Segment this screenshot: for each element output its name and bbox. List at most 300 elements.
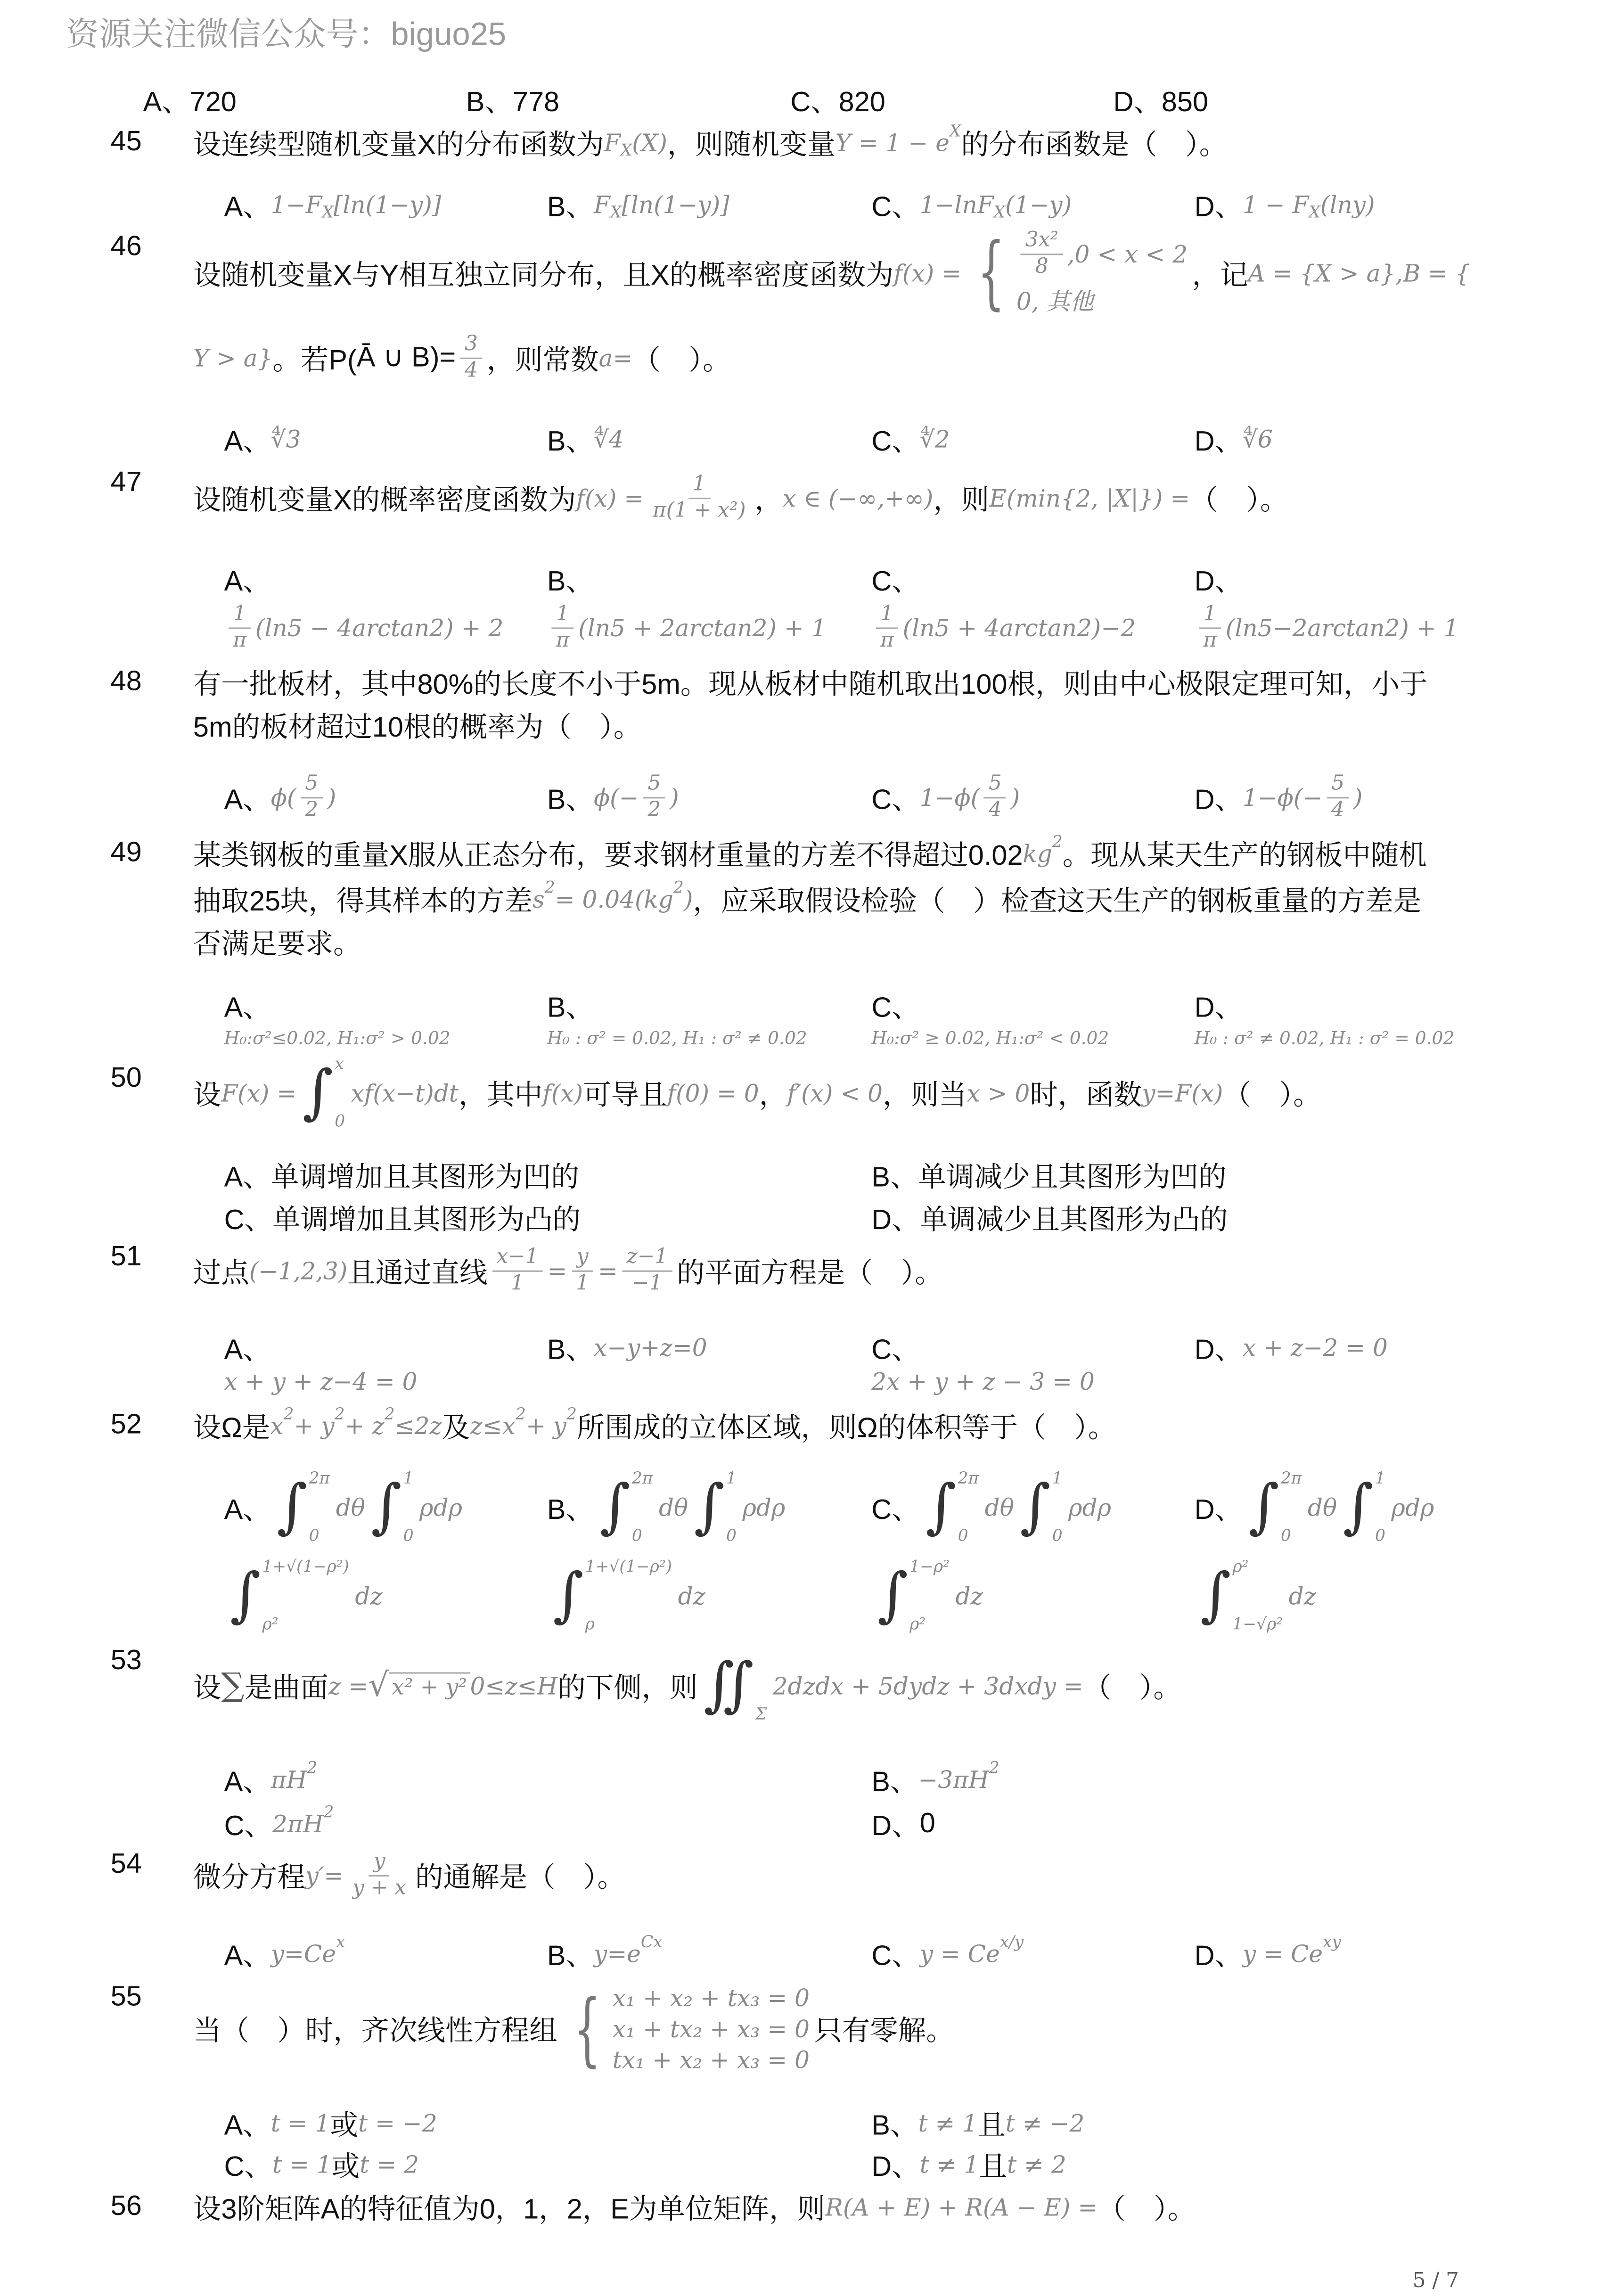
integral	[600, 1469, 653, 1546]
math-expression: πH	[270, 1766, 307, 1794]
question-text: 时，函数	[1030, 1080, 1142, 1111]
integral-limits	[755, 1647, 767, 1724]
option-label: C、	[224, 2152, 273, 2183]
integral-limits	[403, 1469, 414, 1546]
answer-option-formula	[224, 602, 504, 654]
math-expression: (ln5−2arctan2) + 1	[1225, 614, 1459, 642]
integral-upper-limit: x	[335, 1054, 344, 1074]
question-stem-line	[193, 1984, 954, 2074]
math-expression: 1−ϕ(	[919, 784, 980, 812]
question-text: 设	[193, 1080, 221, 1111]
answer-option	[871, 559, 919, 599]
answer-option-formula	[871, 1557, 983, 1634]
answer-option	[871, 185, 1072, 225]
math-expression: )	[683, 886, 693, 914]
integral-sign-icon: ∫	[371, 1473, 402, 1541]
option-label: A、	[224, 993, 271, 1025]
integral-sign-icon: ∫	[302, 1058, 334, 1127]
math-superscript: 2	[544, 878, 555, 898]
question-stem-line	[193, 1850, 625, 1902]
math-expression: ∜4	[594, 425, 624, 454]
math-expression: y=F(x)	[1142, 1078, 1223, 1107]
cases-row	[613, 1984, 810, 2012]
question-number: 54	[110, 1849, 142, 1880]
answer-option-formula	[871, 1028, 1109, 1049]
fraction-denominator: y + x	[352, 1876, 407, 1900]
integral-upper-limit: 1	[1375, 1468, 1385, 1488]
option-label: B、	[871, 1163, 918, 1194]
question-text: 设连续型随机变量X的分布函数为	[193, 130, 604, 162]
question-text: ，其中	[458, 1080, 543, 1111]
math-expression: y = Ce	[919, 1940, 1000, 1968]
integral-lower-limit: ρ²	[909, 1615, 926, 1634]
fraction	[643, 772, 665, 824]
question-text: 或	[330, 2111, 359, 2142]
answer-option	[871, 986, 919, 1025]
math-expression: 0, 其他	[1016, 287, 1094, 316]
option-label: A、	[224, 1941, 271, 1973]
option-label: D、	[871, 1812, 920, 1843]
math-expression: H₀:σ²≤0.02, H₁:σ² > 0.02	[224, 1027, 451, 1049]
option-label: D、	[871, 2152, 920, 2183]
question-number: 49	[110, 837, 142, 869]
question-text: 单调增加且其图形为凸的	[272, 1205, 581, 1237]
question-stem-line	[193, 663, 1427, 703]
integral-sign-icon: ∫	[553, 1561, 584, 1630]
answer-option	[224, 419, 301, 459]
option-label: A、	[224, 1767, 271, 1798]
question-text: )=	[430, 342, 456, 373]
integral	[1343, 1469, 1385, 1546]
fraction	[460, 333, 483, 385]
question-text: 且通过直线	[347, 1258, 488, 1290]
answer-option-formula	[224, 1557, 383, 1634]
option-label: C、	[871, 426, 920, 458]
integral-limits	[726, 1469, 737, 1546]
answer-option	[547, 986, 594, 1025]
math-expression: dz	[678, 1581, 706, 1610]
answer-option-formula	[547, 1028, 807, 1049]
integral	[303, 1054, 345, 1131]
math-expression: )	[1010, 784, 1020, 812]
math-expression: (ln5 − 4arctan2) + 2	[255, 614, 504, 642]
question-text: 可导且	[583, 1080, 667, 1111]
answer-option	[1195, 1469, 1434, 1546]
fraction-numerator: 3x²	[1021, 229, 1063, 255]
integral-limits	[262, 1557, 349, 1634]
fraction-denominator: −1	[632, 1271, 663, 1296]
question-stem-line	[193, 123, 1227, 163]
math-expression: )	[670, 784, 679, 812]
question-stem-line	[193, 1246, 943, 1297]
integral-sign-icon: ∫	[277, 1473, 308, 1541]
option-label: D、	[1194, 1494, 1243, 1526]
question-stem-line	[193, 473, 1288, 525]
answer-option-formula	[1195, 602, 1459, 654]
math-expression: Y = 1 − e	[835, 129, 950, 157]
integral-lower-limit: ρ	[585, 1615, 595, 1634]
answer-option	[871, 1328, 919, 1368]
integral-sign-icon: ∫	[926, 1473, 957, 1541]
option-label: D、	[1194, 192, 1243, 224]
radicand: x² + y²	[389, 1672, 470, 1699]
answer-option	[224, 772, 336, 824]
question-text: 的平面方程是（ ）。	[677, 1258, 943, 1290]
fraction	[876, 602, 899, 654]
option-label: D、	[871, 1205, 920, 1237]
option-label: B、	[547, 993, 594, 1025]
answer-option	[547, 1469, 785, 1546]
math-expression: x + z−2 = 0	[1243, 1334, 1388, 1362]
math-expression: =	[547, 1257, 567, 1286]
math-expression: dz	[955, 1581, 983, 1610]
answer-option	[224, 2145, 419, 2184]
answer-option	[1195, 772, 1363, 824]
option-label: D、	[1194, 426, 1243, 458]
question-text: 设随机变量X的概率密度函数为	[193, 486, 576, 517]
math-expression: (ln5 + 2arctan2) + 1	[578, 614, 827, 642]
math-subscript: X	[322, 203, 334, 222]
question-text: ，则	[933, 486, 990, 517]
integral-limits	[632, 1469, 653, 1546]
integral	[926, 1469, 979, 1546]
question-text: 的通解是（ ）。	[415, 1863, 625, 1894]
integral-upper-limit: 2π	[631, 1468, 653, 1488]
option-label: C、	[871, 1494, 920, 1526]
fraction-denominator: π	[1203, 629, 1217, 653]
question-text: 且	[979, 2152, 1007, 2183]
integral-sign-icon: ∬	[704, 1651, 754, 1720]
question-number: 55	[110, 1982, 142, 2013]
fraction-numerator: 1	[229, 602, 251, 629]
option-label: C、	[871, 1941, 920, 1973]
question-text: 0	[919, 1808, 935, 1839]
math-expression: (ln5 + 4arctan2)−2	[902, 614, 1136, 642]
math-expression: x₁ + x₂ + tx₃ = 0	[612, 1984, 810, 2012]
math-expression: = 0.04(kg	[555, 886, 673, 914]
fraction-numerator: 1	[876, 602, 898, 629]
question-text: 单调减少且其图形为凹的	[918, 1163, 1227, 1194]
question-stem-line	[193, 1647, 1181, 1724]
question-text: （ ）。	[1223, 1080, 1321, 1111]
question-text: 或	[331, 2152, 360, 2183]
question-text: 设随机变量X与Y相互独立同分布，且X的概率密度函数为	[193, 260, 894, 291]
fraction-numerator: 5	[643, 772, 665, 798]
math-superscript: X	[949, 122, 961, 141]
math-expression: dθ	[1307, 1493, 1337, 1521]
fraction	[229, 602, 251, 654]
math-superscript: xy	[1322, 1932, 1341, 1952]
option-label: B、	[547, 785, 594, 816]
math-expression: [ln(1−y)]	[333, 191, 442, 219]
math-expression: [ln(1−y)]	[622, 191, 729, 219]
math-expression: t ≠ 2	[1007, 2150, 1066, 2179]
integral-upper-limit: 1	[403, 1468, 414, 1488]
fraction-numerator: 1	[688, 473, 710, 499]
math-expression: dθ	[336, 1493, 365, 1521]
math-expression: z≤x	[470, 1412, 516, 1440]
question-number: 56	[110, 2191, 142, 2222]
integral-lower-limit: 0	[1280, 1526, 1291, 1546]
cases-rows	[613, 1984, 810, 2074]
question-text: 单调增加且其图形为凹的	[270, 1163, 579, 1194]
math-expression: =	[598, 1257, 618, 1286]
integral-lower-limit: Σ	[755, 1705, 767, 1724]
answer-option	[871, 419, 950, 459]
integral-sign-icon: ∫	[599, 1473, 631, 1541]
option-label: B、	[547, 1941, 594, 1973]
math-expression: y=Ce	[270, 1940, 336, 1968]
question-text: ，应采取假设检验（ ）检查这天生产的钢板重量的方差是	[693, 887, 1422, 918]
answer-option	[224, 559, 271, 599]
integral-lower-limit: 0	[309, 1526, 319, 1546]
cases-row	[1016, 283, 1188, 317]
integral-upper-limit: 2π	[1280, 1468, 1302, 1488]
answer-option	[547, 419, 624, 459]
math-expression: H₀:σ² ≥ 0.02, H₁:σ² < 0.02	[871, 1027, 1109, 1049]
answer-option-formula	[547, 602, 827, 654]
question-number: 46	[110, 231, 142, 262]
fraction-numerator: x−1	[492, 1246, 543, 1272]
question-text: 否满足要求。	[193, 929, 361, 961]
integral-upper-limit: 1−ρ²	[909, 1557, 950, 1577]
piecewise-cases	[562, 1984, 810, 2074]
math-expression: t ≠ 1	[919, 2150, 979, 2179]
question-text: ，	[759, 1080, 787, 1111]
math-expression: R(A + E) + R(A − E) =	[825, 2193, 1098, 2222]
option-label: A、	[224, 567, 271, 598]
option-label: C、	[224, 1205, 273, 1237]
fraction-denominator: π	[556, 629, 570, 653]
integral-limits	[1052, 1469, 1063, 1546]
option-label: C、	[224, 1812, 273, 1843]
integral-limits	[1281, 1469, 1302, 1546]
brace-icon: {	[573, 1982, 601, 2075]
option-b: B、778	[466, 88, 560, 119]
math-expression: H₀ : σ² = 0.02, H₁ : σ² ≠ 0.02	[547, 1027, 807, 1049]
answer-option	[871, 2104, 1084, 2143]
math-expression: x ∈ (−∞,+∞)	[782, 484, 934, 513]
math-expression: x	[270, 1412, 284, 1440]
answer-option	[1195, 419, 1273, 459]
question-text: 当（ ）时，齐次线性方程组	[193, 2017, 557, 2048]
math-expression: kg	[1023, 840, 1052, 868]
option-label: A、	[224, 785, 271, 816]
math-superscript: x/y	[999, 1932, 1024, 1952]
fraction	[1327, 772, 1349, 824]
question-stem-line	[193, 922, 361, 962]
math-subscript: X	[1309, 203, 1320, 222]
question-number: 51	[110, 1241, 142, 1273]
fraction-numerator: 3	[460, 333, 483, 359]
answer-option	[871, 2145, 1066, 2184]
integral-lower-limit: 0	[631, 1526, 642, 1546]
answer-option-formula	[1195, 1028, 1455, 1049]
fraction	[492, 1246, 543, 1297]
piecewise-cases	[966, 225, 1188, 319]
question-number: 47	[110, 467, 142, 499]
math-expression: 0≤z≤H	[470, 1671, 558, 1700]
option-label: C、	[871, 785, 920, 816]
question-text: ，	[754, 486, 783, 517]
answer-option	[547, 1328, 707, 1368]
question-text: 抽取25块，得其样本的方差	[193, 887, 533, 918]
fraction-denominator: π	[233, 629, 247, 653]
integral	[553, 1557, 672, 1634]
math-expression: F	[604, 129, 621, 157]
math-expression: f(x)	[542, 1078, 583, 1107]
integral-limits	[309, 1469, 330, 1546]
math-expression: x > 0	[967, 1078, 1030, 1107]
radical-sign-icon: √	[368, 1667, 389, 1704]
math-expression: f′(x) < 0	[787, 1078, 883, 1107]
math-expression: z =	[328, 1671, 369, 1700]
answer-option	[1195, 1328, 1388, 1368]
option-label: D、	[1194, 1335, 1243, 1367]
math-expression: f(0) = 0	[667, 1078, 759, 1107]
option-label: D、	[1194, 567, 1243, 598]
fraction-numerator: 1	[1199, 602, 1221, 629]
math-expression: t ≠ 1	[918, 2109, 978, 2138]
math-expression: ϕ(−	[594, 784, 639, 812]
answer-option	[224, 986, 271, 1025]
math-expression: ∜6	[1243, 425, 1273, 454]
math-expression: t = 2	[360, 2150, 419, 2179]
answer-option	[871, 772, 1020, 824]
cases-row	[613, 2046, 810, 2074]
question-text: 及	[442, 1413, 470, 1444]
math-superscript: 2	[334, 1404, 345, 1424]
fraction-denominator: 2	[647, 798, 661, 822]
question-text: ，则当	[883, 1080, 967, 1111]
answer-option	[224, 1760, 318, 1800]
option-label: C、	[871, 192, 920, 224]
question-stem-line	[193, 834, 1427, 874]
question-stem-line	[193, 1054, 1321, 1131]
math-expression: −3πH	[918, 1766, 989, 1794]
integral	[877, 1557, 950, 1634]
answer-option	[224, 1328, 271, 1368]
math-expression: 1−lnF	[919, 191, 994, 219]
answer-option	[547, 185, 729, 225]
option-label: B、	[547, 1335, 594, 1367]
math-expression: + y	[525, 1412, 566, 1440]
answer-option-formula	[224, 1368, 418, 1395]
math-expression: Y > a}	[193, 344, 273, 373]
math-superscript: 2	[515, 1404, 526, 1424]
math-expression: ∜3	[270, 425, 301, 454]
math-superscript: Cx	[640, 1932, 663, 1952]
math-superscript: 2	[566, 1404, 577, 1424]
integral	[704, 1647, 767, 1724]
answer-option	[1195, 986, 1243, 1025]
math-expression: ≤2z	[394, 1412, 442, 1440]
math-expression: ρdρ	[1068, 1493, 1112, 1521]
question-text: （ ）。	[632, 345, 731, 377]
fraction	[984, 772, 1007, 824]
integral-upper-limit: ρ²	[1232, 1557, 1249, 1577]
answer-option	[547, 772, 679, 824]
math-expression: )	[327, 784, 336, 812]
question-text: ，记	[1192, 260, 1248, 291]
option-d: D、850	[1113, 88, 1209, 119]
math-expression: (lny)	[1320, 191, 1375, 219]
question-text: 某类钢板的重量X服从正态分布，要求钢材重量的方差不得超过0.02	[193, 841, 1023, 872]
question-text: （ ）。	[1190, 486, 1288, 517]
math-expression: + y	[294, 1412, 335, 1440]
fraction-numerator: 5	[301, 772, 323, 798]
question-stem-line	[193, 2188, 1196, 2227]
math-expression: t = 1	[272, 2150, 332, 2179]
integral	[277, 1469, 330, 1546]
math-subscript: X	[610, 203, 622, 222]
math-expression: + z	[344, 1412, 385, 1440]
option-label: B、	[547, 567, 594, 598]
math-expression: (X)	[632, 129, 667, 157]
math-expression: (1−y)	[1005, 191, 1072, 219]
math-expression: t ≠ −2	[1005, 2109, 1085, 2138]
math-expression: H₀ : σ² ≠ 0.02, H₁ : σ² = 0.02	[1194, 1027, 1455, 1049]
question-text: 只有零解。	[814, 2017, 954, 2048]
integral-upper-limit: 1+√(1−ρ²)	[585, 1557, 672, 1577]
question-number: 50	[110, 1063, 142, 1094]
integral-lower-limit: 0	[1052, 1526, 1063, 1546]
answer-option-formula	[547, 1557, 705, 1634]
answer-option	[224, 1156, 579, 1195]
cases-rows	[1016, 229, 1188, 317]
math-expression: ρdρ	[1391, 1493, 1434, 1521]
math-expression: dθ	[984, 1493, 1014, 1521]
page-number: 5 / 7	[1412, 2269, 1459, 2293]
answer-option-formula	[1195, 1557, 1317, 1634]
question-text: （ ）。	[1098, 2195, 1196, 2226]
integral-upper-limit: 2π	[958, 1468, 979, 1488]
math-expression: t = −2	[358, 2109, 437, 2138]
question-number: 53	[110, 1646, 142, 1677]
question-stem-line	[193, 880, 1421, 919]
question-text: ，则常数	[486, 345, 599, 377]
integral-sign-icon: ∫	[230, 1561, 261, 1630]
option-label: C、	[871, 1335, 920, 1367]
fraction	[648, 473, 750, 525]
math-expression: y′=	[305, 1861, 344, 1890]
math-expression: dz	[1288, 1581, 1317, 1610]
integral-lower-limit: 0	[958, 1526, 968, 1546]
integral-sign-icon: ∫	[1020, 1473, 1051, 1541]
answer-option	[871, 1804, 935, 1844]
math-expression: ∜2	[919, 425, 950, 454]
math-expression: tx₁ + x₂ + x₃ = 0	[612, 2046, 810, 2075]
fraction-denominator: 4	[465, 359, 478, 383]
option-label: C、	[871, 993, 920, 1025]
integral-limits	[958, 1469, 979, 1546]
question-stem-line	[193, 225, 1470, 319]
answer-option	[224, 1934, 345, 1974]
integral-sign-icon: ∫	[1200, 1561, 1231, 1630]
option-label: B、	[547, 192, 594, 224]
integral-lower-limit: 0	[726, 1526, 737, 1546]
fraction-denominator: 4	[988, 798, 1002, 822]
math-expression: F(x) =	[221, 1078, 297, 1107]
math-expression: (−1,2,3)	[249, 1257, 348, 1286]
answer-option	[1195, 1934, 1341, 1974]
question-text: 过点	[193, 1258, 249, 1290]
integral-limits	[335, 1054, 345, 1131]
math-expression: dz	[355, 1581, 383, 1610]
answer-option-formula	[224, 1028, 451, 1049]
math-expression: x−y+z=0	[594, 1334, 707, 1362]
integral-sign-icon: ∫	[694, 1473, 725, 1541]
